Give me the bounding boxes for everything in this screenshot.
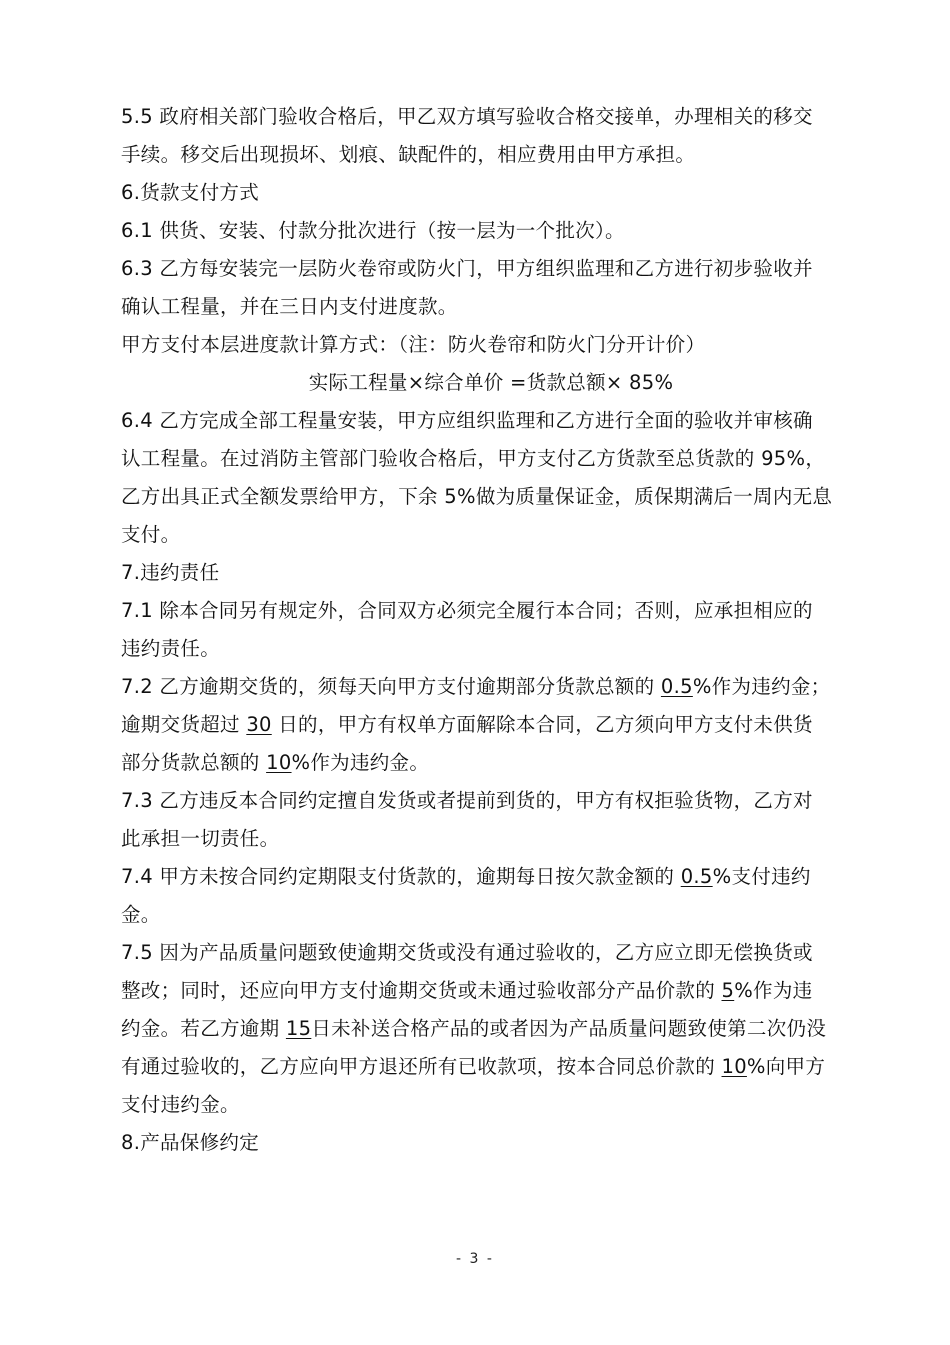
- section-heading-6: 6.货款支付方式: [121, 181, 260, 204]
- clause-7-5: [121, 934, 861, 1124]
- text-line: 乙方出具正式全额发票给甲方，下余 5%做为质量保证金，质保期满后一周内无息: [121, 485, 833, 508]
- underlined-value: 5: [721, 979, 735, 1002]
- clause-6-4: [121, 402, 861, 554]
- text-line: 7.1 除本合同另有规定外，合同双方必须完全履行本合同；否则，应承担相应的: [121, 599, 813, 622]
- underlined-value: 10: [721, 1055, 747, 1078]
- text-line: [121, 1010, 861, 1048]
- text-segment: %作为违: [734, 979, 813, 1002]
- text-line: 7.5 因为产品质量问题致使逾期交货或没有通过验收的，乙方应立即无偿换货或: [121, 941, 813, 964]
- clause-7-1: [121, 592, 861, 668]
- text-line: 认工程量。在过消防主管部门验收合格后，甲方支付乙方货款至总货款的 95%，: [121, 447, 826, 470]
- underlined-value: 10: [266, 751, 292, 774]
- text-line: 7.3 乙方违反本合同约定擅自发货或者提前到货的，甲方有权拒验货物，乙方对: [121, 789, 813, 812]
- underlined-value: 15: [285, 1017, 312, 1040]
- clause-5-5: [121, 98, 861, 174]
- text-segment: %作为违约金；: [692, 675, 831, 698]
- text-segment: 日未补送合格产品的或者因为产品质量问题致使第二次仍没: [311, 1017, 827, 1040]
- text-line: 确认工程量，并在三日内支付进度款。: [121, 295, 458, 318]
- page-number: - 3 -: [456, 1251, 494, 1267]
- text-line: 6.1 供货、安装、付款分批次进行（按一层为一个批次）。: [121, 219, 625, 242]
- underlined-value: 0.5: [660, 675, 693, 698]
- text-segment: 约金。若乙方逾期: [121, 1017, 286, 1040]
- text-segment: 日的，甲方有权单方面解除本合同，乙方须向甲方支付未供货: [271, 713, 813, 736]
- clause-6-3: [121, 250, 861, 402]
- underlined-value: 30: [246, 713, 272, 736]
- text-line: 金。: [121, 903, 161, 926]
- text-line: 6.3 乙方每安装完一层防火卷帘或防火门，甲方组织监理和乙方进行初步验收并: [121, 257, 813, 280]
- clause-7-4: [121, 858, 861, 934]
- text-line: 手续。移交后出现损坏、划痕、缺配件的，相应费用由甲方承担。: [121, 143, 696, 166]
- text-line: 甲方支付本层进度款计算方式：（注：防火卷帘和防火门分开计价）: [121, 333, 706, 356]
- text-line: [121, 668, 861, 706]
- text-line: [121, 972, 861, 1010]
- text-segment: 部分货款总额的: [121, 751, 267, 774]
- text-segment: 逾期交货超过: [121, 713, 247, 736]
- text-line: [121, 858, 861, 896]
- text-line: [121, 706, 861, 744]
- section-heading-7: 7.违约责任: [121, 561, 220, 584]
- text-line: 违约责任。: [121, 637, 221, 660]
- text-segment: 7.2 乙方逾期交货的，须每天向甲方支付逾期部分货款总额的: [121, 675, 661, 698]
- text-line: 此承担一切责任。: [121, 827, 280, 850]
- text-segment: %支付违约: [712, 865, 811, 888]
- text-segment: 7.4 甲方未按合同约定期限支付货款的，逾期每日按欠款金额的: [121, 865, 681, 888]
- text-line: 支付违约金。: [121, 1093, 240, 1116]
- text-segment: 有通过验收的，乙方应向甲方退还所有已收款项，按本合同总价款的: [121, 1055, 722, 1078]
- underlined-value: 0.5: [680, 865, 713, 888]
- text-line: 支付。: [121, 523, 181, 546]
- clause-7-3: [121, 782, 861, 858]
- section-heading-8: 8.产品保修约定: [121, 1131, 260, 1154]
- text-segment: %作为违约金。: [291, 751, 430, 774]
- document-body: [121, 98, 861, 1162]
- text-line: 6.4 乙方完成全部工程量安装，甲方应组织监理和乙方进行全面的验收并审核确: [121, 409, 813, 432]
- text-line: [121, 744, 861, 782]
- clause-6-1: [121, 212, 861, 250]
- text-line: 5.5 政府相关部门验收合格后，甲乙双方填写验收合格交接单，办理相关的移交: [121, 105, 813, 128]
- text-segment: 整改；同时，还应向甲方支付逾期交货或未通过验收部分产品价款的: [121, 979, 722, 1002]
- clause-7-2: [121, 668, 861, 782]
- text-line: [121, 1048, 861, 1086]
- payment-formula: 实际工程量×综合单价 =货款总额× 85%: [308, 371, 674, 394]
- text-segment: %向甲方: [746, 1055, 826, 1078]
